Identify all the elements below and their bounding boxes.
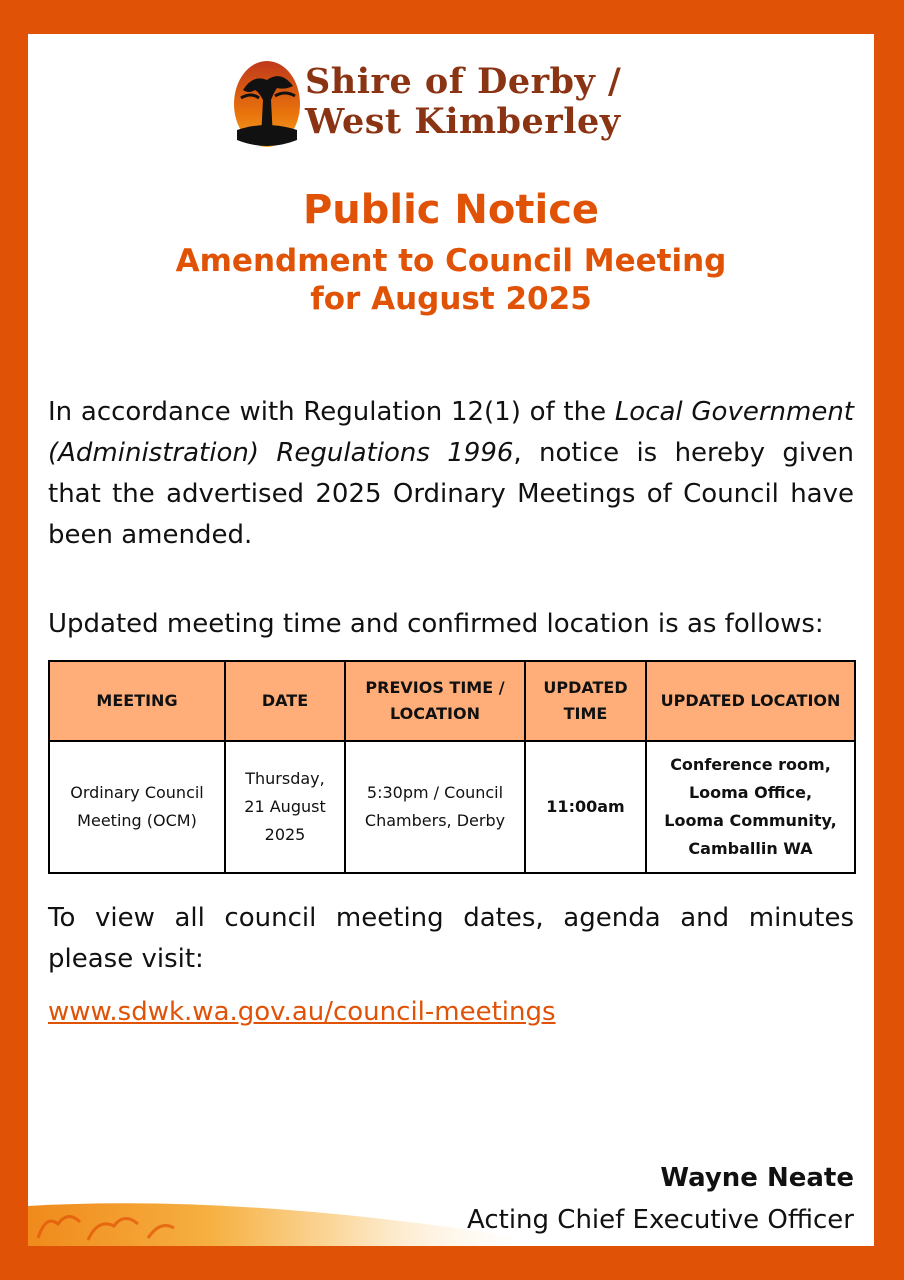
cell-date: Thursday, 21 August 2025 [225, 741, 345, 873]
update-intro: Updated meeting time and confirmed location is as follows: [48, 609, 824, 639]
header-meeting: MEETING [49, 661, 225, 741]
location-line1: Conference room, [670, 755, 831, 774]
signatory-role: Acting Chief Executive Officer [467, 1205, 854, 1235]
signatory-name: Wayne Neate [660, 1163, 854, 1193]
location-line2: Looma Office, [688, 783, 813, 802]
cell-updated-time: 11:00am [525, 741, 646, 873]
notice-page [28, 34, 874, 1246]
shire-name [305, 62, 621, 142]
header-date: DATE [225, 661, 345, 741]
shire-name-line2: West Kimberley [305, 101, 621, 142]
visit-paragraph: To view all council meeting dates, agenda and minutes please visit: [48, 903, 854, 974]
boab-tree-emblem-icon [233, 60, 301, 148]
meeting-schedule-table [48, 660, 856, 874]
cell-previous: 5:30pm / Council Chambers, Derby [345, 741, 525, 873]
shire-name-line1: Shire of Derby / [305, 61, 622, 102]
signature-block [467, 1158, 854, 1242]
table-row [49, 741, 855, 873]
subtitle-line2: for August 2025 [310, 281, 592, 317]
notice-heading [28, 184, 874, 318]
regulation-text-a: In accordance with Regulation 12(1) of the [48, 397, 615, 427]
page-subtitle [28, 242, 874, 318]
header-updated-time: UPDATED TIME [525, 661, 646, 741]
subtitle-line1: Amendment to Council Meeting [175, 243, 727, 279]
regulation-paragraph [48, 392, 854, 556]
shire-logo [233, 60, 653, 152]
table-header-row [49, 661, 855, 741]
location-line4: Camballin WA [688, 839, 813, 858]
regulation-act-name: Local Government (Administration) Regulations 1996 [48, 397, 854, 468]
header-previous: PREVIOS TIME / LOCATION [345, 661, 525, 741]
page-title: Public Notice [302, 187, 600, 233]
location-line3: Looma Community, [664, 811, 837, 830]
cell-meeting: Ordinary Council Meeting (OCM) [49, 741, 225, 873]
cell-updated-location [646, 741, 855, 873]
header-updated-location: UPDATED LOCATION [646, 661, 855, 741]
regulation-text-b: , notice is hereby given that the advertised 2025 Ordinary Meetings of Council have been amended. [48, 438, 854, 550]
council-meetings-link[interactable]: www.sdwk.wa.gov.au/council-meetings [48, 997, 556, 1027]
